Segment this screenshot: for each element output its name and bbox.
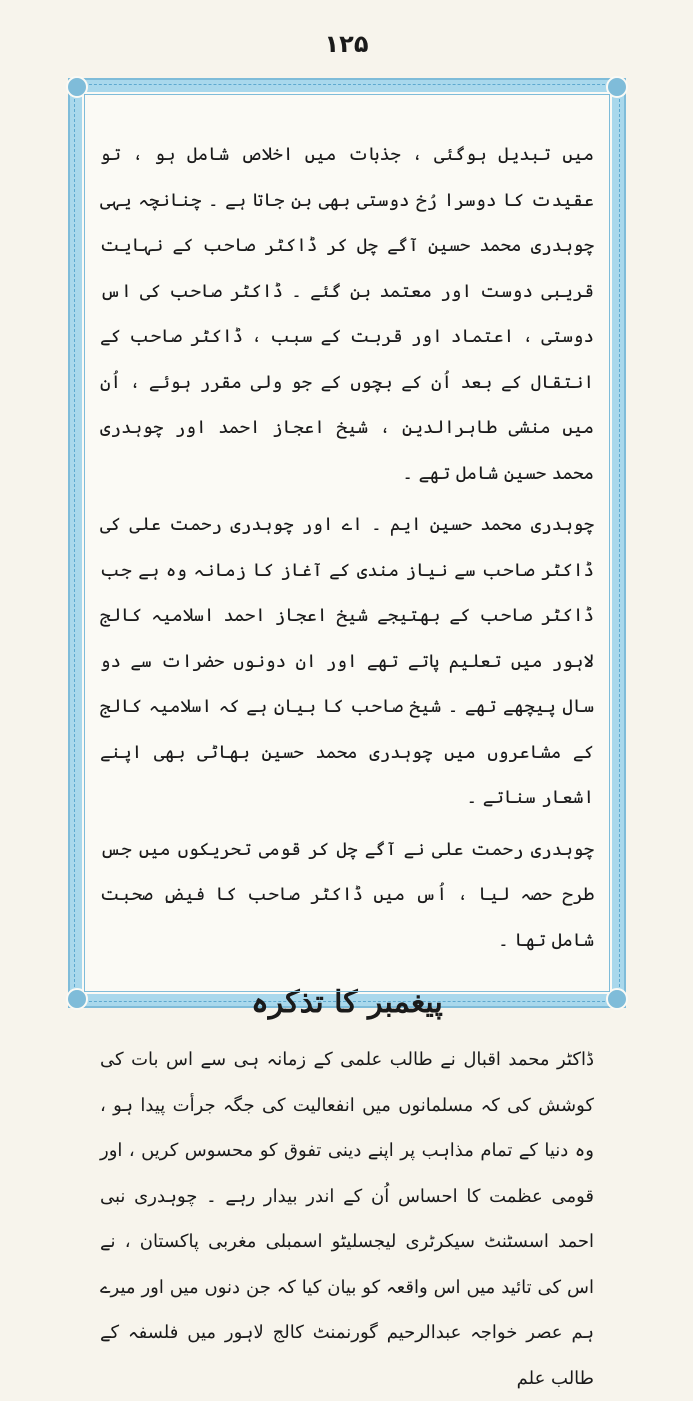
page-body bbox=[100, 132, 594, 1389]
paragraph: ڈاکٹر محمد اقبال نے طالب علمی کے زمانہ ہی سے اس بات کی کوشش کی کہ مسلمانوں میں انفعالیت کی جگہ جرأت پیدا ہو ، وہ دنیا کے تمام مذاہب پر اپنے دینی تفوق کو محسوس کریں ، اور قومی عظمت کا احساس اُن کے اندر بیدار رہے ۔ چوہدری نبی احمد اسسٹنٹ سیکرٹری لیجسلیٹو اسمبلی مغربی پاکستان ، نے اس کی تائید میں اس واقعہ کو بیان کیا کہ جن دنوں میں اور میرے ہم عصر خواجہ عبدالرحیم گورنمنٹ کالج لاہور میں فلسفہ کے طالب علم bbox=[100, 1049, 594, 1389]
paragraph: چوہدری رحمت علی نے آگے چل کر قومی تحریکوں میں جس طرح حصہ لیا ، اُس میں ڈاکٹر صاحب کا فیضِ صحبت شامل تھا ۔ bbox=[100, 838, 594, 951]
page-number: ۱۲۵ bbox=[324, 30, 369, 58]
paragraph: چوہدری محمد حسین ایم ۔ اے اور چوہدری رحمت علی کی ڈاکٹر صاحب سے نیاز مندی کے آغاز کا زمانہ وہ ہے جب ڈاکٹر صاحب کے بھتیجے شیخ اعجاز احمد اسلامیہ کالج لاہور میں تعلیم پاتے تھے اور ان دونوں حضرات سے دو سال پیچھے تھے ۔ شیخ صاحب کا بیان ہے کہ اسلامیہ کالج کے مشاعروں میں چوہدری محمد حسین بھاٹی بھی اپنے اشعار سناتے ۔ bbox=[100, 514, 594, 808]
section-heading: پیغمبر کا تذکرہ bbox=[251, 985, 443, 1020]
paragraph: میں تبدیل ہوگئی ، جذبات میں اخلاص شامل ہو ، تو عقیدت کا دوسرا رُخ دوستی بھی بن جاتا ہے ۔ چنانچہ یہی چوہدری محمد حسین آگے چل کر ڈاکٹر صاحب کے نہایت قریبی دوست اور معتمد بن گئے ۔ ڈاکٹر صاحب کی اس دوستی ، اعتماد اور قربت کے سبب ، ڈاکٹر صاحب کے انتقال کے بعد اُن کے بچوں کے جو ولی مقرر ہوئے ، اُن میں منشی طاہرالدین ، شیخ اعجاز احمد اور چوہدری محمد حسین شامل تھے ۔ bbox=[100, 144, 594, 484]
corner-ornament-icon bbox=[606, 988, 628, 1010]
corner-ornament-icon bbox=[66, 988, 88, 1010]
decorative-border-frame bbox=[68, 78, 626, 1389]
corner-ornament-icon bbox=[606, 76, 628, 98]
corner-ornament-icon bbox=[66, 76, 88, 98]
